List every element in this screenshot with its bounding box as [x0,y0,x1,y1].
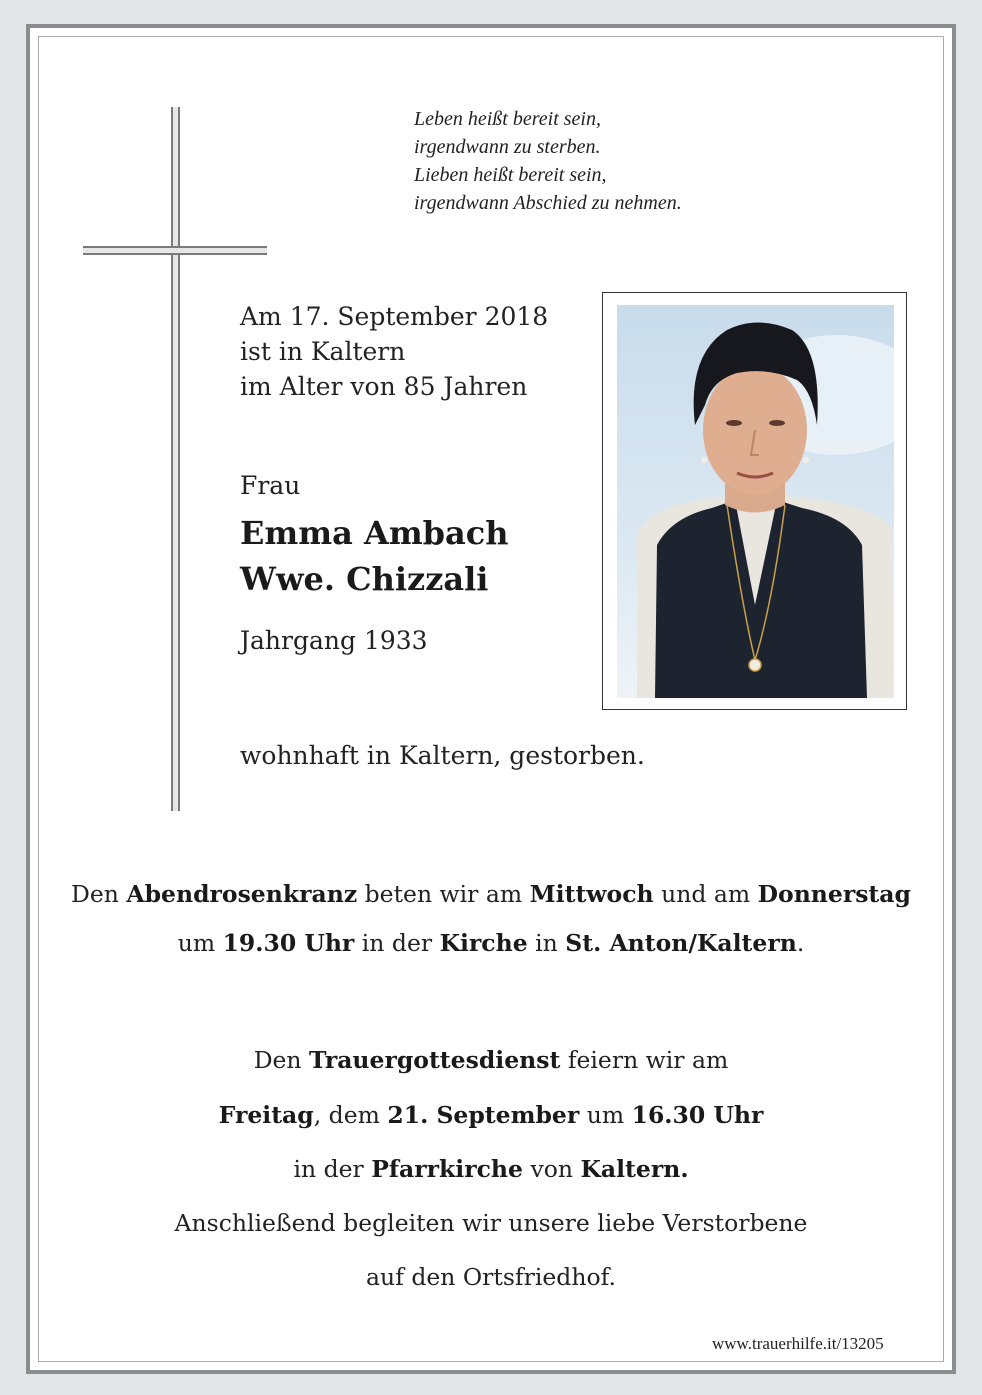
text: um [579,1101,632,1129]
text: feiern wir am [560,1046,729,1074]
service-term: Trauergottesdienst [309,1046,561,1074]
text: Den [253,1046,310,1074]
quote-line: irgendwann zu sterben. [414,136,601,158]
intro-line: im Alter von 85 Jahren [240,372,528,401]
deceased-name [240,510,509,602]
quote-line: Leben heißt bereit sein, [414,108,601,130]
text: in der [354,929,440,957]
intro-line: Am 17. September 2018 [240,302,549,331]
text: beten wir am [357,880,530,908]
portrait-frame [602,292,907,710]
venue: Pfarrkirche [371,1155,523,1183]
text: in [527,929,566,957]
text: von [522,1155,581,1183]
venue: Kirche [439,929,528,957]
funeral-line-5: auf den Ortsfriedhof. [366,1263,616,1291]
quote-line: irgendwann Abschied zu nehmen. [414,192,682,214]
salutation: Frau [240,471,301,500]
memorial-quote [414,105,682,217]
weekday: Mittwoch [529,880,654,908]
portrait-illustration [617,305,894,698]
rosary-line-2 [40,929,942,957]
funeral-line-4: Anschließend begleiten wir unsere liebe Verstorbene [174,1209,808,1237]
text: in der [293,1155,372,1183]
text: und am [653,880,758,908]
text: . [796,929,805,957]
location: Kaltern. [580,1155,689,1183]
time: 19.30 Uhr [222,929,355,957]
birth-year: Jahrgang 1933 [240,626,428,655]
name-line: Emma Ambach [240,514,509,552]
portrait-photo [617,305,894,698]
time: 16.30 Uhr [631,1101,764,1129]
text: , dem [313,1101,388,1129]
name-line: Wwe. Chizzali [240,560,489,598]
residence-line: wohnhaft in Kaltern, gestorben. [240,741,645,770]
rosary-line-1 [40,880,942,908]
funeral-line-3 [40,1155,942,1183]
cross-icon-horizontal [83,246,267,255]
funeral-line-1 [40,1046,942,1074]
quote-line: Lieben heißt bereit sein, [414,164,607,186]
text: um [177,929,223,957]
location: St. Anton/Kaltern [565,929,797,957]
death-announcement [240,299,548,404]
cross-icon-vertical [171,107,180,811]
weekday: Freitag [218,1101,314,1129]
text: Den [71,880,127,908]
funeral-line-2 [40,1101,942,1129]
weekday: Donnerstag [757,880,911,908]
footer-url[interactable]: www.trauerhilfe.it/13205 [712,1334,884,1353]
date: 21. September [387,1101,580,1129]
rosary-term: Abendrosenkranz [126,880,358,908]
intro-line: ist in Kaltern [240,337,406,366]
